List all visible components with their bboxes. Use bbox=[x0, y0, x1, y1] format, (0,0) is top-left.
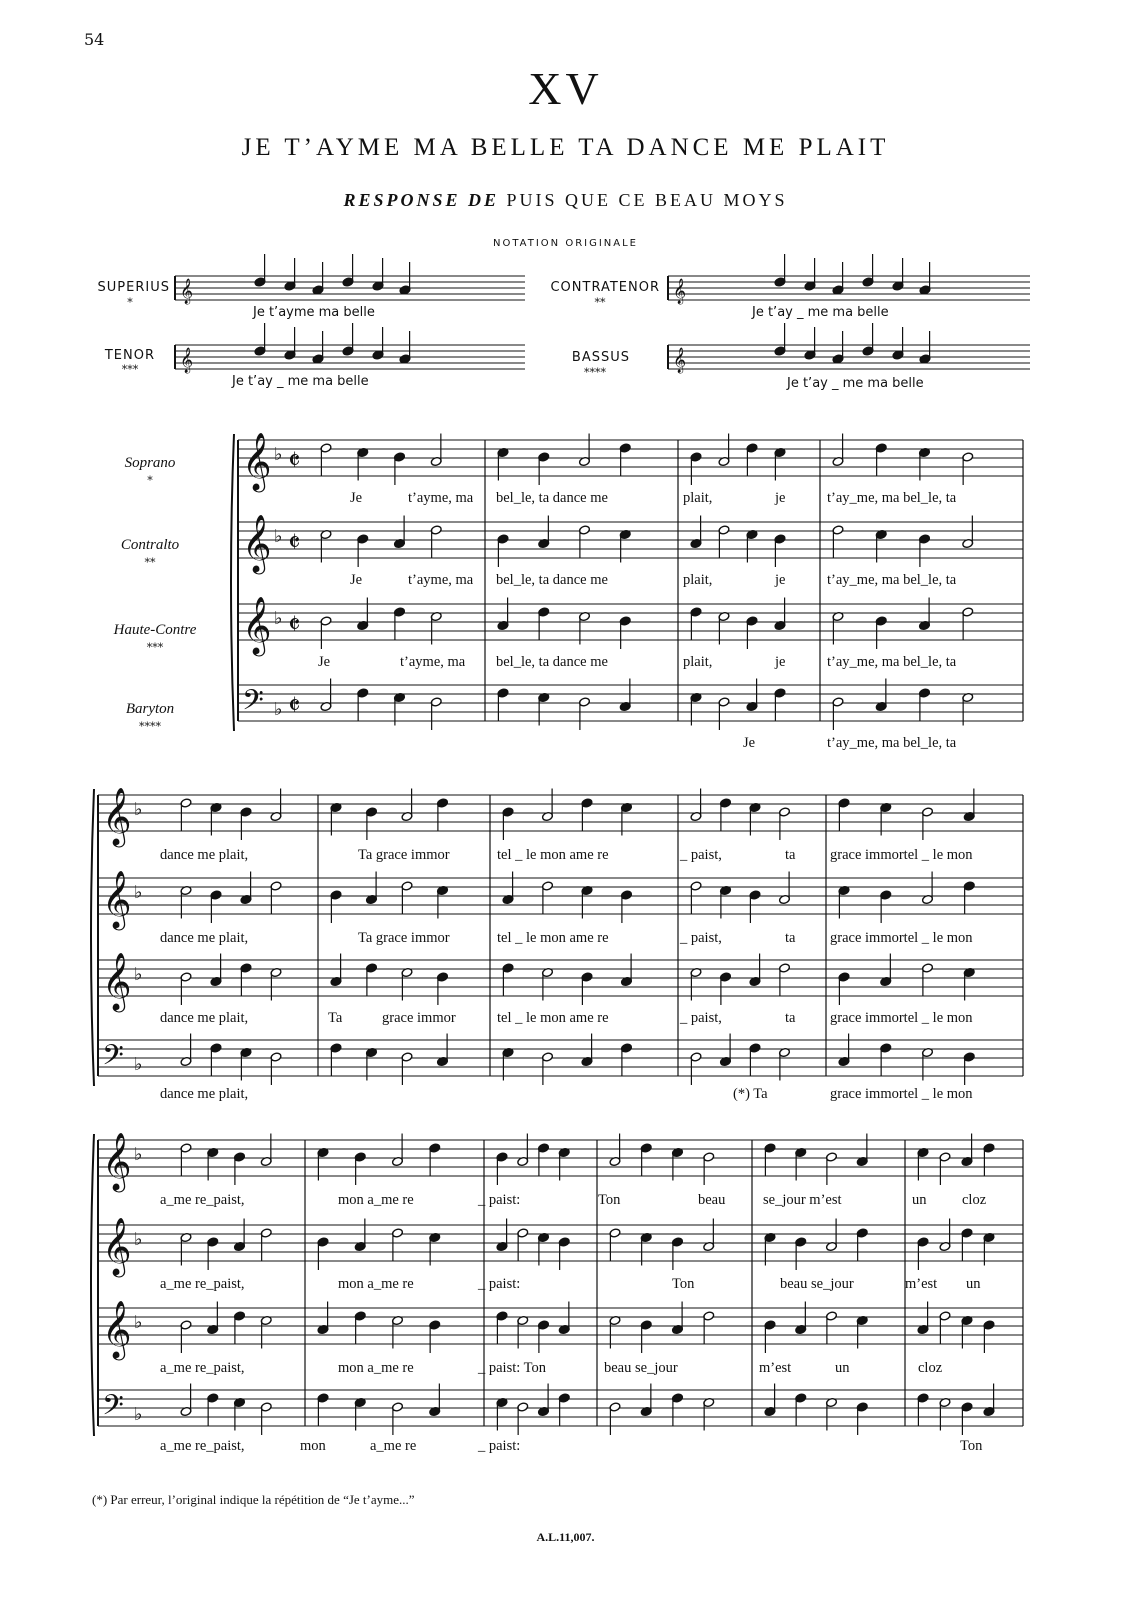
flat-icon: ♭ bbox=[274, 444, 283, 465]
part-stars-soprano: * bbox=[147, 474, 153, 487]
lyric-s1-soprano-5: je bbox=[775, 490, 786, 506]
clef-icon: 𝄞 bbox=[673, 279, 687, 304]
lyric-s3-contralto-7: un bbox=[966, 1276, 981, 1292]
system-bracket bbox=[91, 789, 94, 1086]
clef-icon: 𝄞 bbox=[102, 1217, 132, 1275]
lyric-s2-hautecontre-3: grace immor bbox=[382, 1010, 456, 1026]
original-lyric-contratenor: Je t’ay _ me ma belle bbox=[752, 305, 889, 320]
original-lyric-superius: Je t’ayme ma belle bbox=[253, 305, 375, 320]
lyric-s3-baryton-4: _ paist: bbox=[478, 1438, 521, 1454]
voice-stars-tenor: *** bbox=[121, 363, 139, 376]
lyric-s3-hautecontre-1: a_me re_paist, bbox=[160, 1360, 245, 1376]
lyric-s1-contralto-2: t’ayme, ma bbox=[408, 572, 474, 588]
lyric-s1-baryton-1: Je bbox=[743, 735, 756, 751]
clef-icon: 𝄞 bbox=[242, 432, 272, 490]
clef-icon: 𝄞 bbox=[102, 870, 132, 928]
clef-icon: 𝄞 bbox=[102, 1132, 132, 1190]
voice-label-tenor: TENOR bbox=[104, 348, 155, 363]
piece-number: XV bbox=[528, 63, 603, 114]
lyric-s2-contralto-1: dance me plait, bbox=[160, 930, 249, 946]
clef-icon: 𝄢 bbox=[102, 1389, 124, 1429]
clef-icon: 𝄢 bbox=[102, 1039, 124, 1079]
plate-number: A.L.11,007. bbox=[536, 1530, 595, 1544]
clef-icon: 𝄢 bbox=[242, 684, 264, 724]
lyric-s3-contralto-3: _ paist: bbox=[478, 1276, 521, 1292]
flat-icon: ♭ bbox=[274, 526, 283, 547]
lyric-s1-soprano-6: t’ay_me, ma bel_le, ta bbox=[827, 490, 957, 506]
footnote: (*) Par erreur, l’original indique la répétition de “Je t’ayme...” bbox=[92, 1492, 415, 1507]
flat-icon: ♭ bbox=[134, 1404, 143, 1425]
lyric-s1-contralto-3: bel_le, ta dance me bbox=[496, 572, 608, 588]
lyric-s3-soprano-4: Ton bbox=[598, 1192, 621, 1208]
clef-icon: 𝄞 bbox=[180, 348, 194, 373]
lyric-s2-contralto-2: Ta grace immor bbox=[358, 930, 450, 946]
notation-label: NOTATION ORIGINALE bbox=[492, 238, 638, 249]
flat-icon: ♭ bbox=[134, 1229, 143, 1250]
lyric-s3-contralto-6: m’est bbox=[905, 1276, 938, 1292]
time-signature: 𝄵 bbox=[288, 444, 301, 477]
lyric-s3-hautecontre-5: m’est bbox=[759, 1360, 792, 1376]
lyric-s2-soprano-1: dance me plait, bbox=[160, 847, 249, 863]
clef-icon: 𝄞 bbox=[102, 1300, 132, 1358]
lyric-s3-baryton-2: mon bbox=[300, 1438, 326, 1454]
lyric-s2-hautecontre-2: Ta bbox=[328, 1010, 343, 1026]
lyric-s3-soprano-5: beau bbox=[698, 1192, 726, 1208]
voice-label-superius: SUPERIUS bbox=[97, 280, 170, 295]
lyric-s1-hautecontre-1: Je bbox=[318, 654, 331, 670]
subtitle-prefix: RESPONSE DE bbox=[343, 190, 499, 210]
lyric-s3-contralto-1: a_me re_paist, bbox=[160, 1276, 245, 1292]
lyric-s3-contralto-5: beau se_jour bbox=[780, 1276, 854, 1292]
flat-icon: ♭ bbox=[134, 1144, 143, 1165]
lyric-s2-contralto-4: _ paist, bbox=[680, 930, 722, 946]
part-name-baryton: Baryton bbox=[125, 701, 175, 717]
piece-title: JE T’AYME MA BELLE TA DANCE ME PLAIT bbox=[241, 134, 890, 161]
lyric-s3-contralto-2: mon a_me re bbox=[338, 1276, 414, 1292]
lyric-s2-soprano-2: Ta grace immor bbox=[358, 847, 450, 863]
lyric-s3-hautecontre-6: un bbox=[835, 1360, 850, 1376]
flat-icon: ♭ bbox=[274, 608, 283, 629]
clef-icon: 𝄞 bbox=[102, 952, 132, 1010]
lyric-s1-baryton-2: t’ay_me, ma bel_le, ta bbox=[827, 735, 957, 751]
time-signature: 𝄵 bbox=[288, 526, 301, 559]
clef-icon: 𝄞 bbox=[673, 348, 687, 373]
part-name-soprano: Soprano bbox=[124, 455, 176, 471]
lyric-s3-soprano-7: un bbox=[912, 1192, 927, 1208]
lyric-s1-hautecontre-2: t’ayme, ma bbox=[400, 654, 466, 670]
lyric-s2-baryton-3: grace immortel _ le mon bbox=[830, 1086, 973, 1102]
lyric-s1-contralto-4: plait, bbox=[683, 572, 713, 588]
lyric-s3-hautecontre-2: mon a_me re bbox=[338, 1360, 414, 1376]
lyric-s1-hautecontre-6: t’ay_me, ma bel_le, ta bbox=[827, 654, 957, 670]
flat-icon: ♭ bbox=[134, 1312, 143, 1333]
lyric-s3-hautecontre-4: beau se_jour bbox=[604, 1360, 678, 1376]
lyric-s2-contralto-6: grace immortel _ le mon bbox=[830, 930, 973, 946]
lyric-s2-hautecontre-7: grace immortel _ le mon bbox=[830, 1010, 973, 1026]
part-stars-contralto: ** bbox=[144, 556, 156, 569]
lyric-s2-baryton-2: (*) Ta bbox=[733, 1086, 768, 1102]
flat-icon: ♭ bbox=[134, 799, 143, 820]
flat-icon: ♭ bbox=[134, 882, 143, 903]
lyric-s1-contralto-5: je bbox=[775, 572, 786, 588]
voice-stars-superius: * bbox=[127, 296, 133, 309]
clef-icon: 𝄞 bbox=[242, 514, 272, 572]
voice-stars-contratenor: ** bbox=[594, 296, 606, 309]
clef-icon: 𝄞 bbox=[102, 787, 132, 845]
lyric-s3-hautecontre-3: _ paist: Ton bbox=[478, 1360, 546, 1376]
lyric-s3-baryton-5: Ton bbox=[960, 1438, 983, 1454]
lyric-s2-soprano-4: _ paist, bbox=[680, 847, 722, 863]
lyric-s3-baryton-1: a_me re_paist, bbox=[160, 1438, 245, 1454]
part-name-contralto: Contralto bbox=[120, 537, 180, 553]
voice-stars-bassus: **** bbox=[584, 366, 606, 379]
lyric-s3-contralto-4: Ton bbox=[672, 1276, 695, 1292]
lyric-s2-soprano-3: tel _ le mon ame re bbox=[497, 847, 609, 863]
flat-icon: ♭ bbox=[274, 699, 283, 720]
lyric-s2-hautecontre-1: dance me plait, bbox=[160, 1010, 249, 1026]
part-name-haute-contre: Haute-Contre bbox=[113, 622, 197, 638]
page-number: 54 bbox=[84, 30, 105, 49]
lyric-s3-baryton-3: a_me re bbox=[370, 1438, 417, 1454]
lyric-s3-soprano-8: cloz bbox=[962, 1192, 987, 1208]
lyric-s2-contralto-5: ta bbox=[785, 930, 796, 946]
lyric-s2-soprano-6: grace immortel _ le mon bbox=[830, 847, 973, 863]
system-bracket bbox=[231, 434, 234, 731]
system-bracket bbox=[91, 1134, 94, 1436]
clef-icon: 𝄞 bbox=[180, 279, 194, 304]
lyric-s1-contralto-6: t’ay_me, ma bel_le, ta bbox=[827, 572, 957, 588]
lyric-s3-soprano-3: _ paist: bbox=[478, 1192, 521, 1208]
lyric-s3-soprano-2: mon a_me re bbox=[338, 1192, 414, 1208]
flat-icon: ♭ bbox=[134, 1054, 143, 1075]
lyric-s3-hautecontre-7: cloz bbox=[918, 1360, 943, 1376]
lyric-s2-contralto-3: tel _ le mon ame re bbox=[497, 930, 609, 946]
lyric-s1-hautecontre-5: je bbox=[775, 654, 786, 670]
voice-label-contratenor: CONTRATENOR bbox=[550, 280, 660, 295]
lyric-s1-hautecontre-3: bel_le, ta dance me bbox=[496, 654, 608, 670]
subtitle-rest: PUIS QUE CE BEAU MOYS bbox=[506, 190, 788, 210]
lyric-s1-soprano-2: t’ayme, ma bbox=[408, 490, 474, 506]
part-stars-haute-contre: *** bbox=[146, 641, 164, 654]
time-signature: 𝄵 bbox=[288, 608, 301, 641]
lyric-s1-soprano-3: bel_le, ta dance me bbox=[496, 490, 608, 506]
lyric-s1-hautecontre-4: plait, bbox=[683, 654, 713, 670]
original-lyric-tenor: Je t’ay _ me ma belle bbox=[232, 374, 369, 389]
flat-icon: ♭ bbox=[134, 964, 143, 985]
lyric-s1-contralto-1: Je bbox=[350, 572, 363, 588]
voice-label-bassus: BASSUS bbox=[571, 350, 630, 365]
lyric-s2-soprano-5: ta bbox=[785, 847, 796, 863]
lyric-s2-hautecontre-6: ta bbox=[785, 1010, 796, 1026]
clef-icon: 𝄞 bbox=[242, 596, 272, 654]
lyric-s3-soprano-1: a_me re_paist, bbox=[160, 1192, 245, 1208]
lyric-s2-hautecontre-5: _ paist, bbox=[680, 1010, 722, 1026]
original-lyric-bassus: Je t’ay _ me ma belle bbox=[787, 376, 924, 391]
lyric-s2-baryton-1: dance me plait, bbox=[160, 1086, 249, 1102]
lyric-s2-hautecontre-4: tel _ le mon ame re bbox=[497, 1010, 609, 1026]
lyric-s3-soprano-6: se_jour m’est bbox=[763, 1192, 842, 1208]
time-signature: 𝄵 bbox=[288, 689, 301, 722]
lyric-s1-soprano-4: plait, bbox=[683, 490, 713, 506]
part-stars-baryton: **** bbox=[139, 720, 161, 733]
lyric-s1-soprano-1: Je bbox=[350, 490, 363, 506]
